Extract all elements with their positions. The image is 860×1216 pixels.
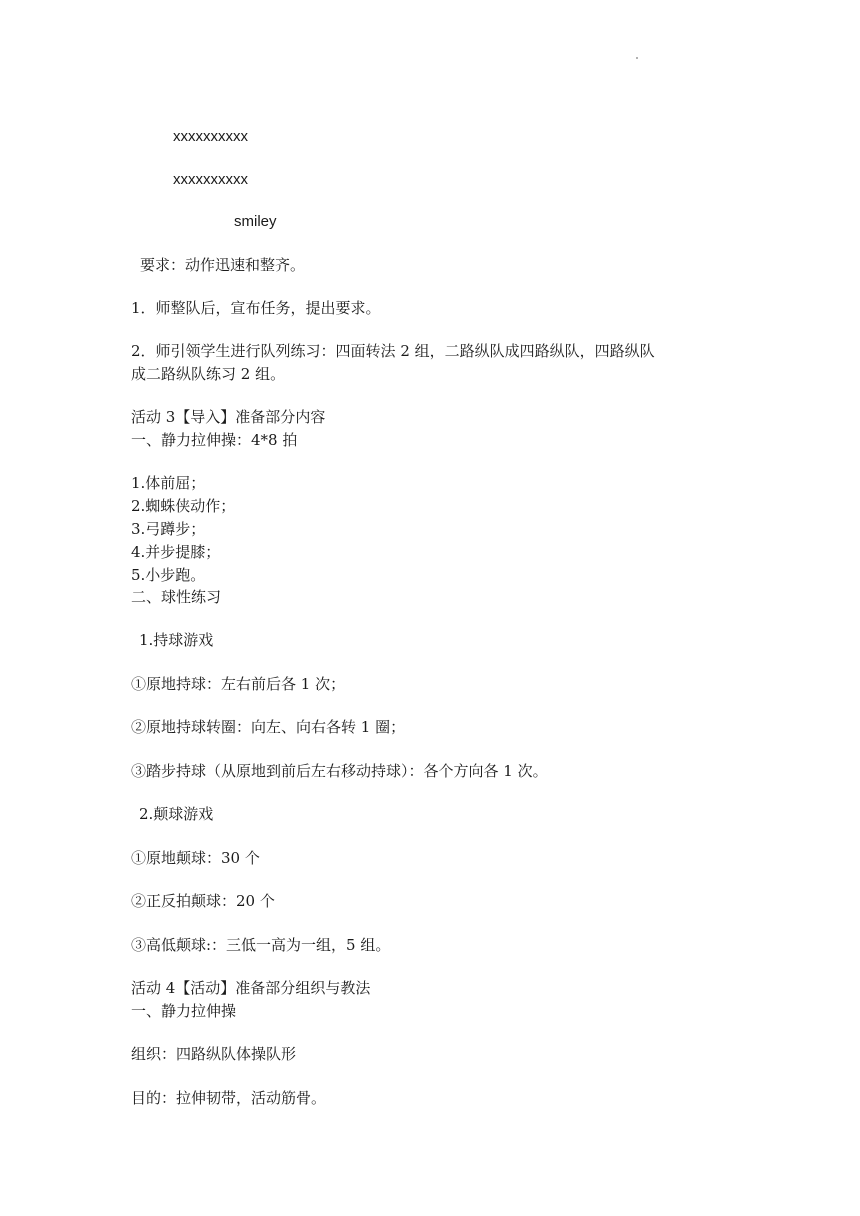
page-marker-dot (636, 57, 638, 59)
subsection-juggling-game: 2.颠球游戏 (139, 805, 214, 823)
organization-line: 组织：四路纵队体操队形 (131, 1045, 297, 1063)
purpose-line: 目的：拉伸韧带，活动筋骨。 (131, 1089, 327, 1107)
list-item: ②正反拍颠球：20 个 (131, 892, 275, 910)
step-1: 1．师整队后，宣布任务，提出要求。 (131, 299, 381, 317)
section-ball-practice: 二、球性练习 (131, 588, 222, 606)
requirement-line: 要求：动作迅速和整齐。 (140, 256, 306, 274)
section-stretching-method: 一、静力拉伸操 (131, 1002, 237, 1020)
activity-3-heading: 活动 3【导入】准备部分内容 (131, 408, 326, 426)
list-item: ①原地持球：左右前后各 1 次； (131, 675, 346, 693)
list-item: 1.体前屈； (131, 474, 206, 492)
list-item: 2.蜘蛛侠动作； (131, 497, 236, 515)
step-2: 2．师引领学生进行队列练习：四面转法 2 组，二路纵队成四路纵队，四路纵队 (131, 342, 655, 360)
placeholder-line-2: xxxxxxxxxx (173, 171, 248, 188)
list-item: 4.并步提膝； (131, 543, 221, 561)
list-item: ②原地持球转圈：向左、向右各转 1 圈； (131, 718, 406, 736)
list-item: ①原地颠球：30 个 (131, 849, 260, 867)
step-2-continued: 成二路纵队练习 2 组。 (131, 365, 286, 383)
section-stretching: 一、静力拉伸操：4*8 拍 (131, 431, 298, 449)
activity-4-heading: 活动 4【活动】准备部分组织与教法 (131, 979, 371, 997)
list-item: ③踏步持球（从原地到前后左右移动持球）：各个方向各 1 次。 (131, 762, 548, 780)
subsection-holding-game: 1.持球游戏 (139, 631, 214, 649)
list-item: ③高低颠球:：三低一高为一组，5 组。 (131, 936, 391, 954)
placeholder-line-1: xxxxxxxxxx (173, 128, 248, 145)
list-item: 3.弓蹲步； (131, 520, 206, 538)
smiley-label: smiley (234, 213, 277, 230)
list-item: 5.小步跑。 (131, 566, 206, 584)
